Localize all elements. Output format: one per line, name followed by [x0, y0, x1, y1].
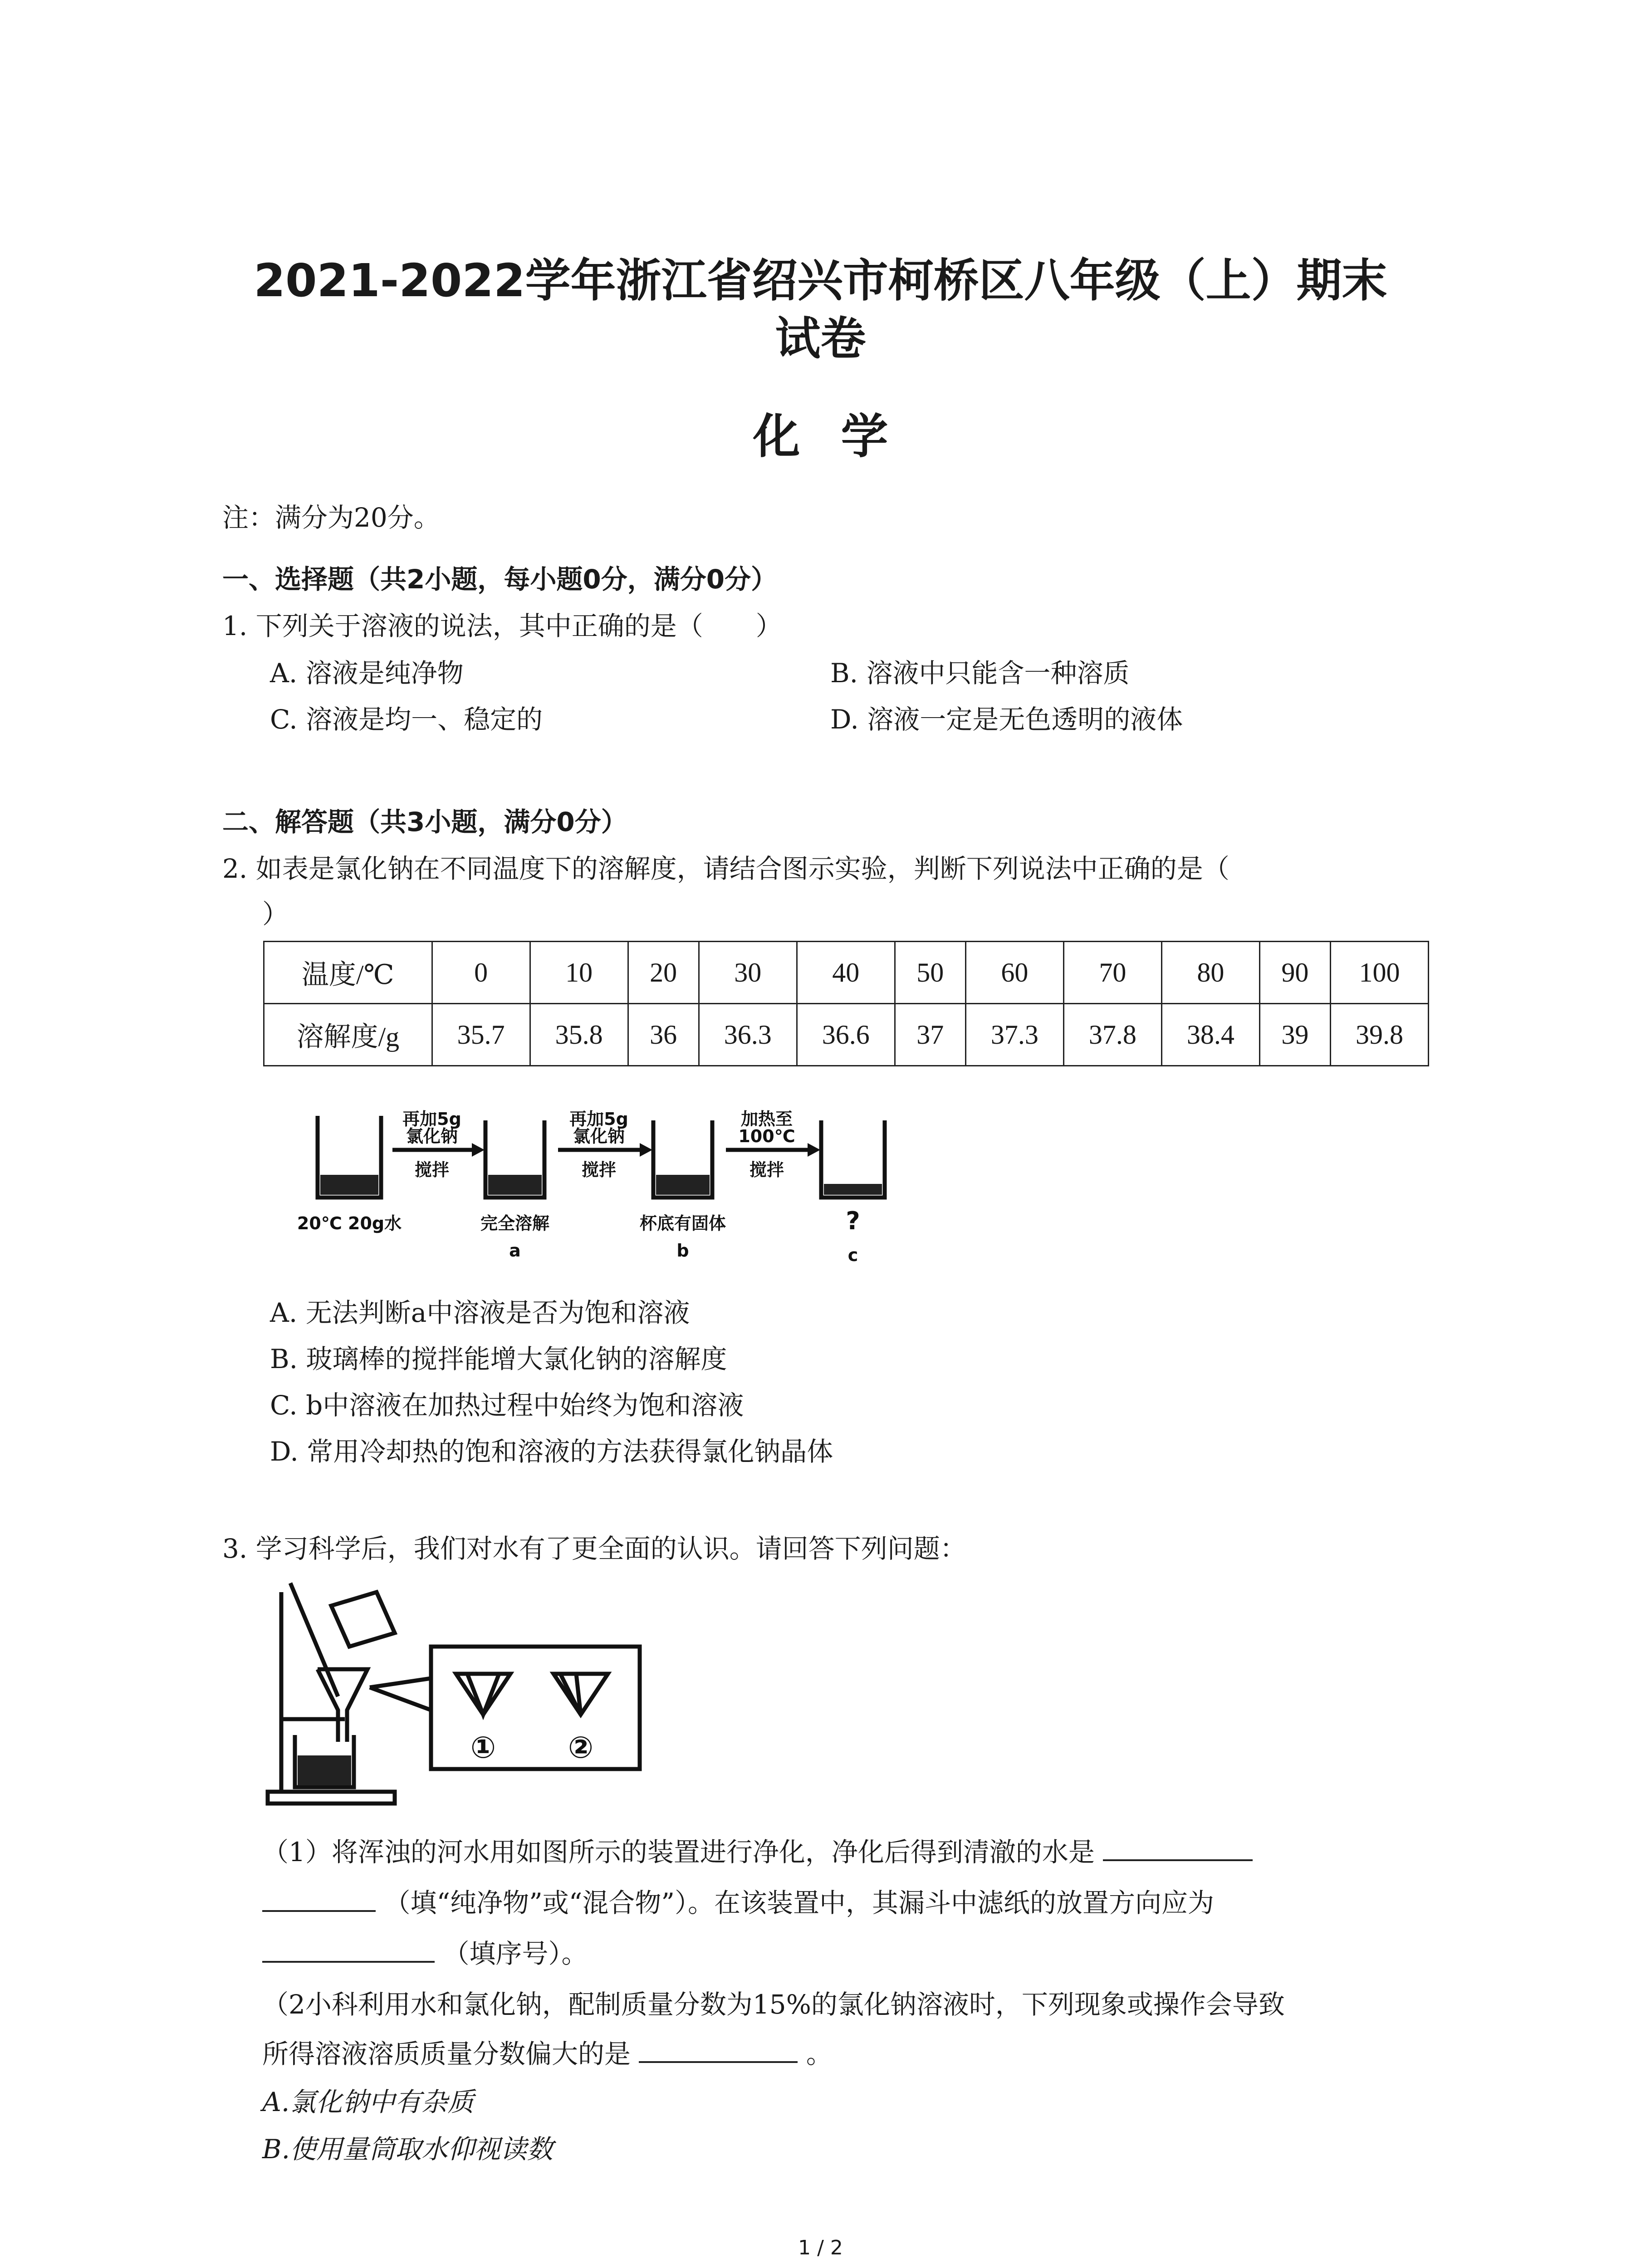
solubility-table [263, 941, 1429, 1066]
beaker-experiment-figure [290, 1107, 926, 1279]
inset-box [431, 1647, 640, 1769]
stand-base-icon [268, 1792, 395, 1804]
table-cell: 36 [628, 1004, 699, 1066]
table-cell: 36.6 [797, 1004, 895, 1066]
arrow3-label-top2: 100℃ [738, 1126, 795, 1146]
table-cell: 90 [1259, 942, 1330, 1004]
pouring-beaker-icon [331, 1592, 395, 1647]
arrow2-label-top: 再加5g [569, 1109, 628, 1129]
q3-part2-text: 所得溶液溶质质量分数偏大的是 [262, 2038, 631, 2069]
table-cell: 80 [1161, 942, 1259, 1004]
table-cell: 60 [965, 942, 1063, 1004]
q3-part2-line2 [262, 2037, 833, 2071]
table-cell: 35.7 [432, 1004, 530, 1066]
q3-part1-line3 [262, 1936, 588, 1971]
table-cell: 0 [432, 942, 530, 1004]
q3-stem: 3. 学习科学后，我们对水有了更全面的认识。请回答下列问题： [222, 1533, 966, 1564]
table-cell: 40 [797, 942, 895, 1004]
table-cell: 溶解度/g [264, 1004, 432, 1066]
q1-option-c: C. 溶液是均一、稳定的 [270, 704, 543, 735]
page-number: 1 / 2 [798, 2236, 843, 2259]
q2-option-c: C. b中溶液在加热过程中始终为饱和溶液 [270, 1390, 744, 1421]
beaker3-letter: c [847, 1245, 858, 1265]
arrow3-label-bottom: 搅拌 [749, 1160, 784, 1180]
table-cell: 37 [895, 1004, 965, 1066]
score-note: 注：满分为20分。 [222, 502, 440, 533]
q2-option-d: D. 常用冷却热的饱和溶液的方法获得氯化钠晶体 [270, 1436, 833, 1467]
arrow2-label-bottom: 搅拌 [581, 1160, 617, 1180]
q2-option-b: B. 玻璃棒的搅拌能增大氯化钠的溶解度 [270, 1344, 727, 1374]
q2-stem-line1: 2. 如表是氯化钠在不同温度下的溶解度，请结合图示实验，判断下列说法中正确的是（ [222, 853, 1230, 884]
answer-blank-3[interactable] [639, 2061, 798, 2063]
table-row-temperature [264, 942, 1429, 1004]
q3-option-b: B.使用量筒取水仰视读数 [262, 2134, 554, 2165]
filter-option-1-label: ① [470, 1730, 496, 1765]
beaker2-letter: b [676, 1241, 689, 1261]
arrow3-label-top: 加热至 [740, 1109, 793, 1129]
filter-option-2-label: ② [568, 1730, 593, 1765]
q3-part2-line1: （2小科利用水和氯化钠，配制质量分数为15%的氯化钠溶液时，下列现象或操作会导致 [262, 1989, 1285, 2020]
q1-option-a: A. 溶液是纯净物 [270, 658, 464, 689]
q1-option-b: B. 溶液中只能含一种溶质 [830, 658, 1130, 689]
q1-stem: 1. 下列关于溶液的说法，其中正确的是（ ） [222, 611, 782, 641]
filtration-apparatus-figure [263, 1579, 649, 1814]
beaker1-letter: a [509, 1241, 521, 1261]
table-cell: 37.8 [1063, 1004, 1161, 1066]
section2-heading: 二、解答题（共3小题，满分0分） [222, 807, 627, 837]
beaker2-label: 杯底有固体 [639, 1213, 726, 1233]
q3-part1-text1: （1）将浑浊的河水用如图所示的装置进行净化，净化后得到清澈的水是 [262, 1837, 1095, 1867]
q1-option-d: D. 溶液一定是无色透明的液体 [830, 704, 1183, 735]
table-cell: 20 [628, 942, 699, 1004]
arrow1-label-top2: 氯化钠 [406, 1126, 458, 1146]
table-cell: 70 [1063, 942, 1161, 1004]
table-cell: 35.8 [530, 1004, 628, 1066]
table-cell: 37.3 [965, 1004, 1063, 1066]
arrow2-label-top2: 氯化钠 [573, 1126, 625, 1146]
paper-title-line1: 2021-2022学年浙江省绍兴市柯桥区八年级（上）期末 [254, 254, 1387, 307]
q3-part1-text2: （填“纯净物”或“混合物”）。在该装置中，其漏斗中滤纸的放置方向应为 [384, 1887, 1215, 1918]
table-row-solubility [264, 1004, 1429, 1066]
subject-heading: 化学 [753, 409, 929, 464]
q3-option-a: A.氯化钠中有杂质 [262, 2087, 474, 2117]
q3-part1-line2 [262, 1886, 1214, 1920]
table-cell: 39.8 [1330, 1004, 1428, 1066]
q3-part1-text3: （填序号）。 [443, 1938, 588, 1969]
answer-blank-2[interactable] [262, 1961, 435, 1963]
table-cell: 温度/℃ [264, 942, 432, 1004]
q2-stem-line2: ） [262, 899, 289, 929]
q3-part1-line1 [262, 1835, 1253, 1869]
table-cell: 50 [895, 942, 965, 1004]
table-cell: 38.4 [1161, 1004, 1259, 1066]
table-cell: 39 [1259, 1004, 1330, 1066]
paper-title-line2: 试卷 [775, 312, 866, 365]
q3-part2-end: 。 [806, 2038, 833, 2069]
table-cell: 100 [1330, 942, 1428, 1004]
table-cell: 10 [530, 942, 628, 1004]
answer-blank-1[interactable] [1103, 1859, 1253, 1861]
arrow1-label-bottom: 搅拌 [414, 1160, 450, 1180]
q2-option-a: A. 无法判断a中溶液是否为饱和溶液 [270, 1297, 690, 1328]
answer-blank-1-cont[interactable] [262, 1910, 376, 1912]
beaker3-label: ? [846, 1207, 860, 1235]
arrow1-label-top: 再加5g [402, 1109, 461, 1129]
table-cell: 36.3 [699, 1004, 797, 1066]
table-cell: 30 [699, 942, 797, 1004]
beaker0-label: 20℃ 20g水 [297, 1213, 402, 1233]
section1-heading: 一、选择题（共2小题，每小题0分，满分0分） [222, 564, 778, 595]
beaker1-label: 完全溶解 [480, 1213, 550, 1233]
